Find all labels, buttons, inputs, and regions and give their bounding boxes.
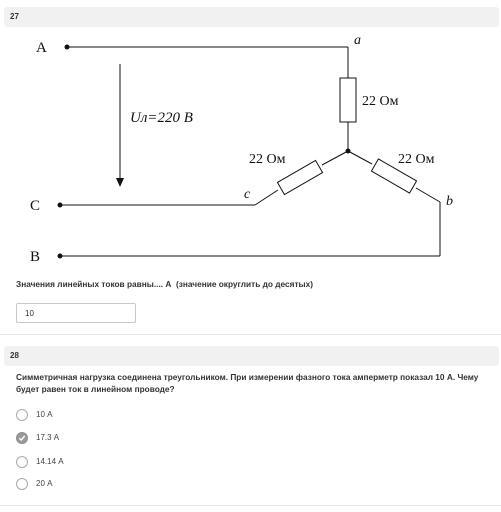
wire-c-diag1	[255, 190, 278, 205]
voltage-label: Uл=220 В	[130, 110, 193, 126]
option-14-14a[interactable]	[16, 456, 216, 470]
neutral-node-dot	[346, 149, 351, 154]
option-20a[interactable]	[16, 478, 216, 492]
option-label: 20 А	[36, 479, 53, 488]
question-28-prompt-line1: Симметричная нагрузка соединена треугольником. При измерении фазного тока амперметр показал 10 А. Чему	[16, 372, 479, 382]
question-28-header	[4, 346, 499, 366]
question-27-header	[4, 7, 499, 27]
question-number: 28	[10, 351, 19, 360]
resistor-c-label: 22 Ом	[249, 152, 286, 167]
wire-b-diag2	[416, 188, 440, 202]
terminal-B-dot	[58, 254, 63, 259]
option-10a[interactable]	[16, 409, 216, 423]
option-label: 17.3 А	[36, 433, 60, 442]
option-17-3a[interactable]	[16, 432, 216, 446]
terminal-C-label: C	[30, 198, 41, 214]
terminal-A-dot	[65, 45, 70, 50]
question-divider	[0, 334, 501, 335]
resistor-b-label: 22 Ом	[398, 152, 435, 167]
question-number: 27	[10, 12, 19, 21]
wire-c-diag2	[322, 151, 348, 165]
question-28-prompt-line2: будет равен ток в линейном проводе?	[16, 384, 175, 394]
terminal-A-label: A	[36, 40, 47, 56]
voltage-arrow-head	[116, 178, 124, 187]
radio-button[interactable]	[16, 478, 28, 490]
option-label: 14.14 А	[36, 457, 64, 466]
bottom-divider	[0, 505, 501, 506]
question-27-prompt: Значения линейных токов равны.... А (значение округлить до десятых)	[16, 279, 314, 289]
radio-button[interactable]	[16, 456, 28, 468]
node-a-label: a	[354, 33, 361, 48]
radio-button[interactable]	[16, 409, 28, 421]
answer-input[interactable]	[16, 303, 136, 323]
circuit-diagram	[0, 30, 501, 270]
question-28-card	[0, 342, 501, 512]
wire-b-diag1	[348, 151, 372, 164]
checkmark-icon	[18, 434, 26, 442]
terminal-B-label: B	[30, 249, 41, 265]
terminal-C-dot	[58, 203, 63, 208]
resistor-a-label: 22 Ом	[362, 94, 399, 109]
radio-button-checked[interactable]	[16, 432, 28, 444]
option-label: 10 А	[36, 410, 53, 419]
node-b-label: b	[446, 194, 453, 209]
resistor-a-shape	[340, 78, 356, 122]
node-c-label: c	[244, 187, 251, 202]
